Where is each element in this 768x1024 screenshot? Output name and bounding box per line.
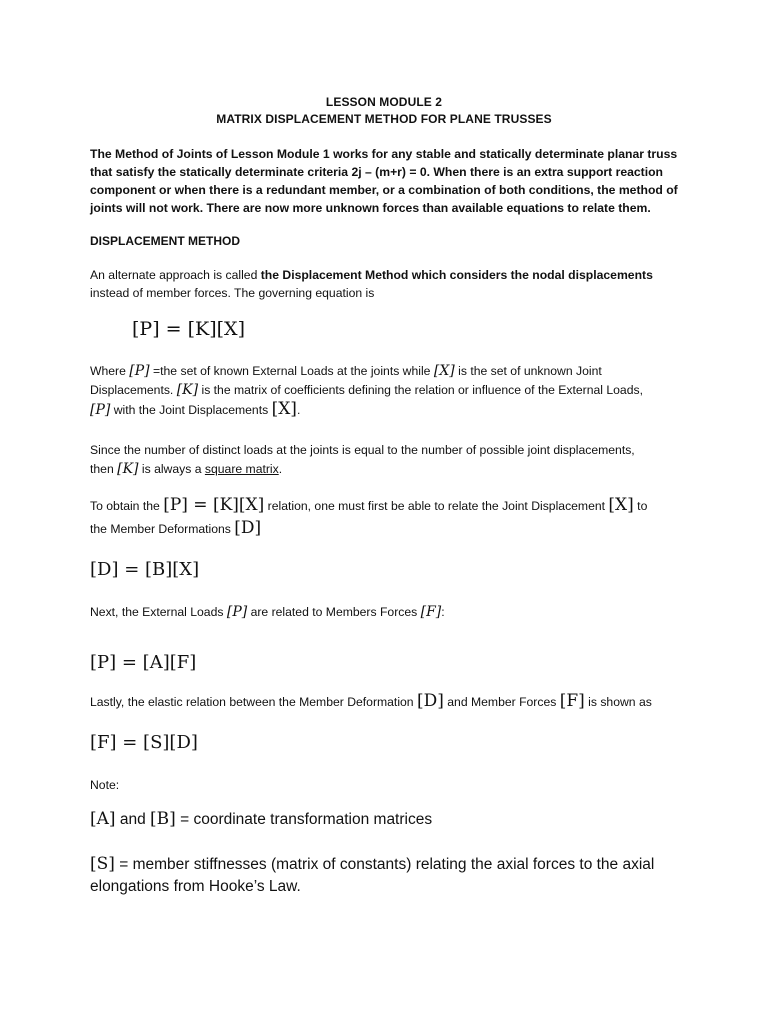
obtain-line-1: To obtain the [P] = [K][X] relation, one must first be able to relate the Joint Displacement [X] to bbox=[90, 495, 648, 515]
governing-equation: [P] = [K][X] bbox=[132, 318, 245, 340]
intro-line-3: component or when there is a redundant member, or a combination of both conditions, the method of bbox=[90, 183, 678, 197]
square-paragraph bbox=[90, 441, 690, 479]
module-subtitle: MATRIX DISPLACEMENT METHOD FOR PLANE TRUSSES bbox=[216, 112, 552, 126]
note-label: Note: bbox=[90, 778, 120, 792]
where-line-3: [P] with the Joint Displacements [X]. bbox=[90, 399, 301, 419]
where-paragraph bbox=[90, 362, 690, 420]
where-line-2: Displacements. [K] is the matrix of coefficients defining the relation or influence of the External Loads, bbox=[90, 382, 643, 398]
lastly-paragraph: Lastly, the elastic relation between the Member Deformation [D] and Member Forces [F] is shown as bbox=[90, 691, 652, 711]
note-stiffness-line-1: [S] = member stiffnesses (matrix of constants) relating the axial forces to the axial bbox=[90, 854, 655, 874]
where-line-1: Where [P] =the set of known External Loads at the joints while [X] is the set of unknown Joint bbox=[90, 363, 602, 379]
note-stiffness-line-2: elongations from Hooke’s Law. bbox=[90, 878, 301, 895]
intro-line-1: The Method of Joints of Lesson Module 1 works for any stable and statically determinate planar truss bbox=[90, 147, 678, 161]
note-transformation: [A] and [B] = coordinate transformation matrices bbox=[90, 809, 433, 829]
intro-line-2: that satisfy the statically determinate criteria 2j – (m+r) = 0. When there is an extra support reaction bbox=[90, 165, 664, 179]
intro-line-4: joints will not work. There are now more unknown forces than available equations to relate them. bbox=[90, 201, 651, 215]
next-paragraph: Next, the External Loads [P] are related to Members Forces [F]: bbox=[90, 604, 445, 620]
loads-equation: [P] = [A][F] bbox=[90, 652, 197, 673]
section-heading: DISPLACEMENT METHOD bbox=[90, 234, 240, 248]
elastic-equation: [F] = [S][D] bbox=[90, 732, 198, 753]
square-line-1: Since the number of distinct loads at the joints is equal to the number of possible joint displacements, bbox=[90, 443, 635, 457]
approach-line-1: An alternate approach is called the Displacement Method which considers the nodal displacements bbox=[90, 268, 653, 282]
module-title: LESSON MODULE 2 bbox=[325, 95, 443, 109]
approach-line-2: instead of member forces. The governing equation is bbox=[90, 286, 375, 300]
deformation-equation: [D] = [B][X] bbox=[90, 559, 200, 580]
intro-paragraph bbox=[90, 145, 690, 217]
obtain-paragraph bbox=[90, 494, 700, 540]
obtain-line-2: the Member Deformations [D] bbox=[90, 518, 262, 538]
note-stiffness bbox=[90, 853, 690, 898]
approach-paragraph bbox=[90, 266, 690, 302]
square-line-2: then [K] is always a square matrix. bbox=[90, 461, 283, 477]
